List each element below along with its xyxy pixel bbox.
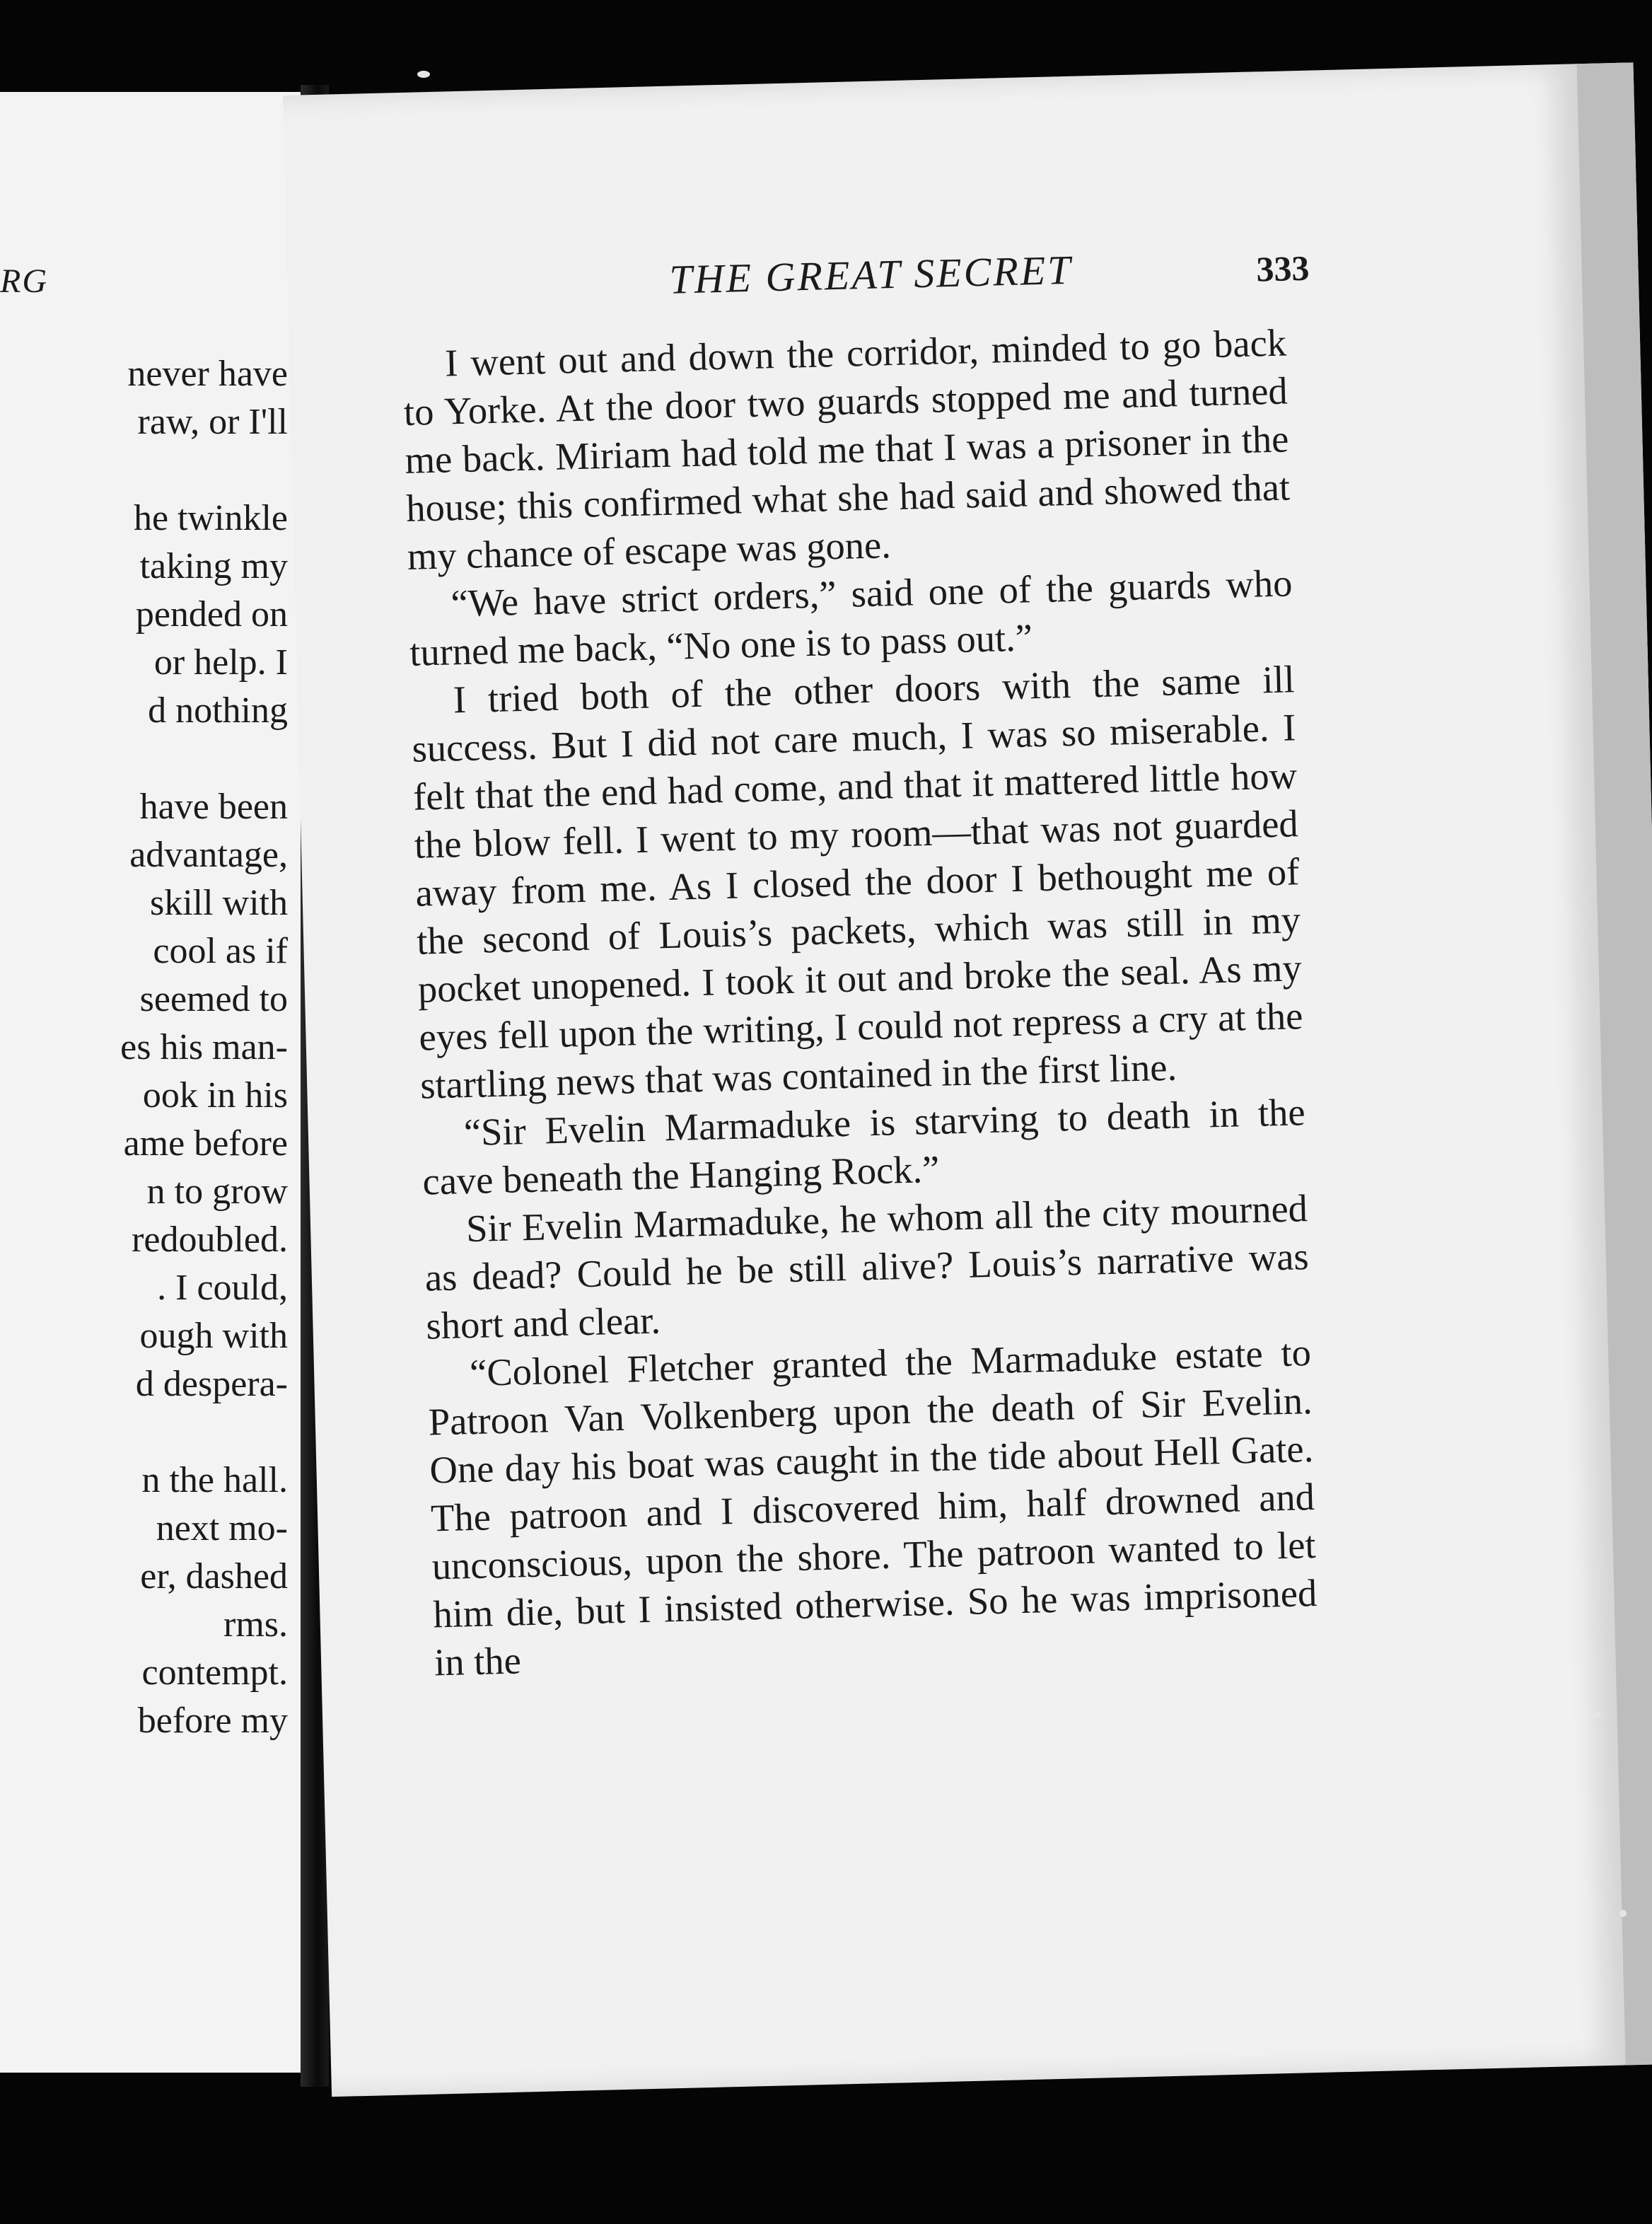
scan-speck [1591,1712,1601,1718]
paragraph: I went out and down the corridor, minded to go back to Yorke. At the door two guards stopped me and turned me back. Miriam had told me that I was a prisoner in the house; this confirmed what she had said and showed that my chance of escape was gone. [403,320,1291,578]
left-line: rms. [223,1604,288,1645]
left-line: skill with [149,883,288,923]
right-page [283,62,1652,2097]
left-line: es his man- [120,1027,288,1067]
body-text [402,318,1319,1686]
left-line: next mo- [156,1508,288,1548]
left-line: he twinkle [133,498,288,538]
page-number: 333 [1255,248,1310,289]
left-line: d despera- [135,1364,288,1404]
left-page-header: RG [0,262,48,300]
left-line: n the hall. [141,1460,288,1500]
left-line: ough with [139,1316,288,1356]
paragraph: “Sir Evelin Marmaduke is starving to death in the cave beneath the Hanging Rock.” [421,1090,1306,1203]
running-header: THE GREAT SECRET [668,246,1074,303]
left-line: before my [137,1701,288,1741]
scan-speck [1619,1910,1627,1917]
left-line: er, dashed [140,1556,288,1597]
left-line: contempt. [141,1652,288,1693]
left-line: have been [139,787,288,827]
left-page [0,92,301,2073]
paragraph: “We have strict orders,” said one of the guards who turned me back, “No one is to pass out.” [409,561,1293,674]
left-line: d nothing [148,690,288,731]
left-line: ook in his [142,1075,288,1116]
paragraph: “Colonel Fletcher granted the Marmaduke estate to Patroon Van Volkenberg upon the death of Sir Evelin. One day his boat was caught in the tide about Hell Gate. The patroon and I discovered him, half drowned and unconscious, upon the shore. The patroon wanted to let him die, but I insisted otherwise. So he was imprisoned in the [428,1331,1317,1684]
left-line: redoubled. [132,1220,288,1260]
paragraph: I tried both of the other doors with the same ill success. But I did not care much, I was so miserable. I felt that the end had come, and that it mattered little how the blow fell. I went to my room—that was not guarded away from me. As I closed the door I bethought me of the second of Louis’s packets, which was still in my pocket unopened. I took it out and broke the seal. As my eyes fell upon the writing, I could not repress a cry at the startling news that was contained in the first line. [411,657,1303,1107]
left-line: ame before [123,1123,288,1164]
left-gap [120,446,288,494]
left-line: taking my [139,546,288,586]
left-line: seemed to [139,979,288,1019]
left-gap [120,735,288,783]
left-line: cool as if [153,931,288,971]
left-gap [120,1408,288,1456]
left-line: n to grow [146,1171,288,1212]
paragraph: Sir Evelin Marmaduke, he whom all the city mourned as dead? Could he be still alive? Louis’s narrative was short and clear. [424,1186,1310,1348]
left-page-text [120,350,288,1745]
left-line: never have [127,354,288,394]
scan-speck [417,71,430,78]
left-line: raw, or I'll [137,402,288,442]
left-line: . I could, [157,1268,288,1308]
left-line: advantage, [129,835,288,875]
left-line: pended on [135,594,288,635]
left-line: or help. I [153,642,288,683]
